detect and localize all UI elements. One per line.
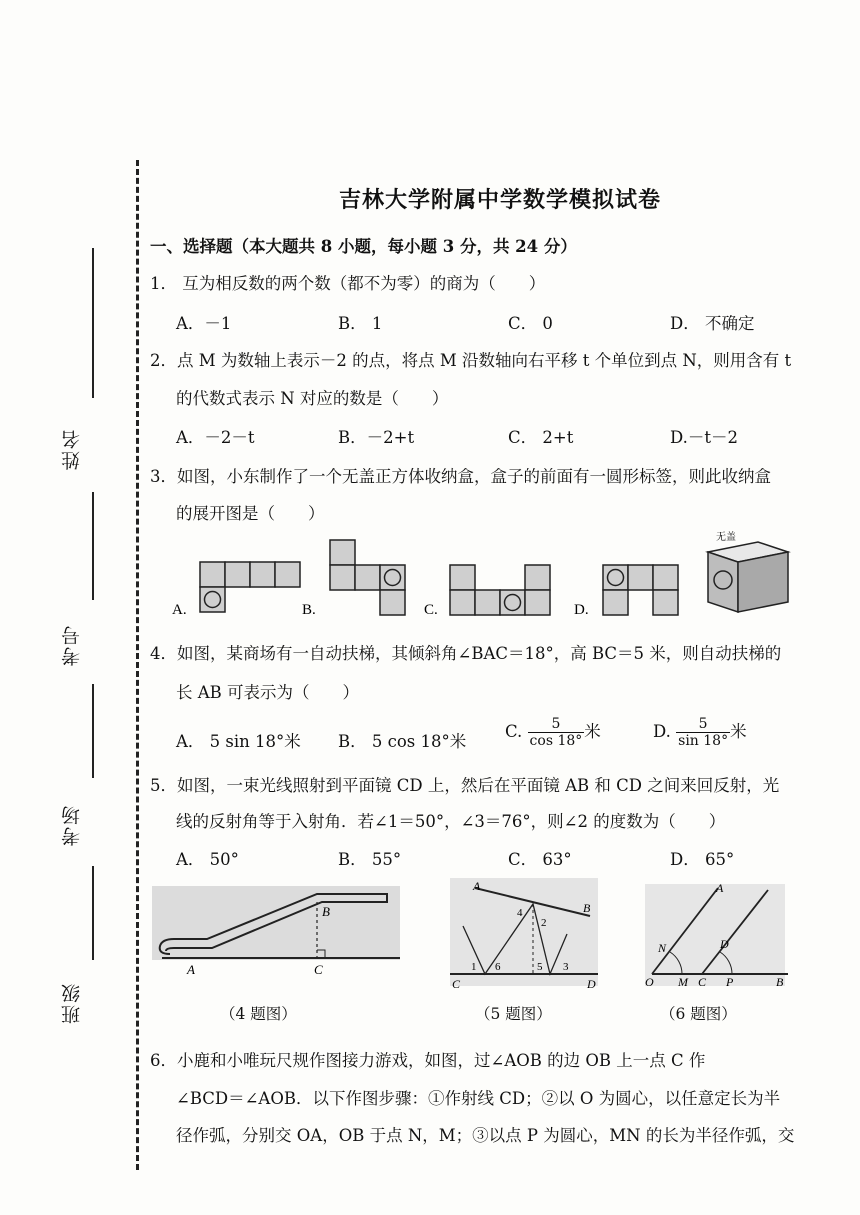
fig5-angle-3: 3 [563, 961, 569, 973]
question-3-stem-line1: 3．如图，小东制作了一个无盖正方体收纳盒，盒子的前面有一圆形标签，则此收纳盒 [150, 467, 771, 486]
question-6-line3: 径作弧，分别交 OA，OB 于点 N，M；③以点 P 为圆心，MN 的长为半径作弧，交 [176, 1126, 795, 1145]
box-label: 无盖 [716, 532, 736, 543]
q4-option-c-numerator: 5 [528, 716, 585, 733]
question-1-stem: 1． 互为相反数的两个数（都不为零）的商为（ ） [150, 274, 546, 293]
question-5-stem-line2: 线的反射角等于入射角．若∠1＝50°，∠3＝76°，则∠2 的度数为（ ） [176, 812, 726, 831]
q4-option-d-numerator: 5 [676, 716, 730, 733]
section-header: 一、选择题（本大题共 8 小题，每小题 3 分，共 24 分） [150, 237, 577, 256]
fig5-caption: （5 题图） [475, 1005, 552, 1023]
question-2-stem-line2: 的代数式表示 N 对应的数是（ ） [176, 389, 449, 408]
q1-option-c: C． 0 [508, 314, 553, 333]
question-6-line1: 6．小鹿和小唯玩尺规作图接力游戏，如图，过∠AOB 的边 OB 上一点 C 作 [150, 1051, 706, 1070]
open-box-figure [708, 542, 788, 612]
question-4-stem-line2: 长 AB 可表示为（ ） [176, 683, 360, 702]
net-a [200, 562, 300, 612]
q5-option-a: A． 50° [176, 850, 239, 869]
net-label-c: C. [424, 602, 438, 618]
q4-option-c [505, 716, 601, 749]
fig4-point-c: C [314, 962, 323, 977]
name-blank-line [92, 248, 94, 398]
net-c [450, 565, 550, 615]
fig5-mirrors [445, 876, 605, 991]
question-2-stem-line1: 2．点 M 为数轴上表示－2 的点，将点 M 沿数轴向右平移 t 个单位到点 N，则用含有 t [150, 351, 792, 370]
q2-option-a: A．－2－t [176, 428, 255, 447]
q4-option-d-unit: 米 [730, 722, 747, 742]
q1-option-d: D． 不确定 [670, 314, 755, 333]
fig5-angle-1: 1 [471, 961, 477, 973]
q4-option-d-label: D. [653, 722, 671, 742]
fig5-point-a: A [473, 879, 481, 893]
question-5-stem-line1: 5．如图，一束光线照射到平面镜 CD 上，然后在平面镜 AB 和 CD 之间来回反射，光 [150, 776, 780, 795]
q4-option-d [653, 716, 747, 749]
net-label-d: D. [574, 602, 589, 618]
fig6-construction [640, 876, 790, 991]
fig4-point-b: B [322, 904, 330, 919]
fig6-point-a: A [716, 881, 724, 895]
question-4-stem-line1: 4．如图，某商场有一自动扶梯，其倾斜角∠BAC＝18°，高 BC＝5 米，则自动扶梯的 [150, 644, 782, 663]
fig4-escalator [152, 882, 402, 982]
page-title: 吉林大学附属中学数学模拟试卷 [338, 187, 661, 213]
fig5-angle-6: 6 [495, 961, 501, 973]
q5-option-d: D． 65° [670, 850, 735, 869]
q5-option-b: B． 55° [338, 850, 402, 869]
question-6-line2: ∠BCD＝∠AOB．以下作图步骤：①作射线 CD；②以 O 为圆心，以任意定长为半 [176, 1089, 781, 1108]
exam-no-blank-line [92, 492, 94, 600]
net-label-b: B. [302, 602, 316, 618]
fig5-angle-4: 4 [517, 907, 523, 919]
fig5-angle-5: 5 [537, 961, 543, 973]
q2-option-d: D.－t－2 [670, 428, 739, 447]
room-blank-line [92, 684, 94, 778]
fig4-caption: （4 题图） [220, 1005, 297, 1023]
q3-net-figures [160, 530, 860, 630]
q4-option-d-fraction [676, 716, 730, 749]
fig4-point-a: A [187, 962, 195, 977]
q4-option-b: B． 5 cos 18°米 [338, 732, 467, 751]
class-label: 班级 [61, 982, 83, 1024]
question-3-stem-line2: 的展开图是（ ） [176, 504, 325, 523]
exam-no-label: 考号 [61, 624, 83, 666]
name-label: 姓名 [61, 428, 83, 470]
fig6-point-p: P [726, 975, 734, 989]
binding-dashed-line [136, 160, 139, 1170]
q2-option-b: B．－2+t [338, 428, 415, 447]
q5-option-c: C． 63° [508, 850, 572, 869]
fig5-point-c: C [452, 977, 461, 991]
fig6-point-d: D [720, 937, 729, 951]
class-blank-line [92, 866, 94, 960]
net-b [330, 540, 405, 615]
fig6-point-b: B [776, 975, 784, 989]
q4-option-c-fraction [528, 716, 585, 749]
net-label-a: A. [172, 602, 187, 618]
fig6-caption: （6 题图） [660, 1005, 737, 1023]
room-label: 考场 [61, 804, 83, 846]
q4-option-c-label: C. [505, 722, 523, 742]
fig5-angle-2: 2 [541, 917, 547, 929]
q4-option-a: A． 5 sin 18°米 [176, 732, 301, 751]
q2-option-c: C． 2+t [508, 428, 574, 447]
q1-option-b: B． 1 [338, 314, 383, 333]
fig5-point-b: B [583, 901, 591, 915]
q4-option-c-unit: 米 [584, 722, 601, 742]
fig6-point-c: C [698, 975, 707, 989]
fig6-point-o: O [645, 975, 654, 989]
fig6-point-n: N [658, 941, 667, 955]
q4-option-c-denominator: cos 18° [529, 733, 583, 750]
q4-option-d-denominator: sin 18° [678, 733, 729, 750]
fig6-point-m: M [678, 975, 688, 989]
fig5-point-d: D [587, 977, 596, 991]
q1-option-a: A．－1 [176, 314, 232, 333]
net-d [603, 565, 678, 615]
